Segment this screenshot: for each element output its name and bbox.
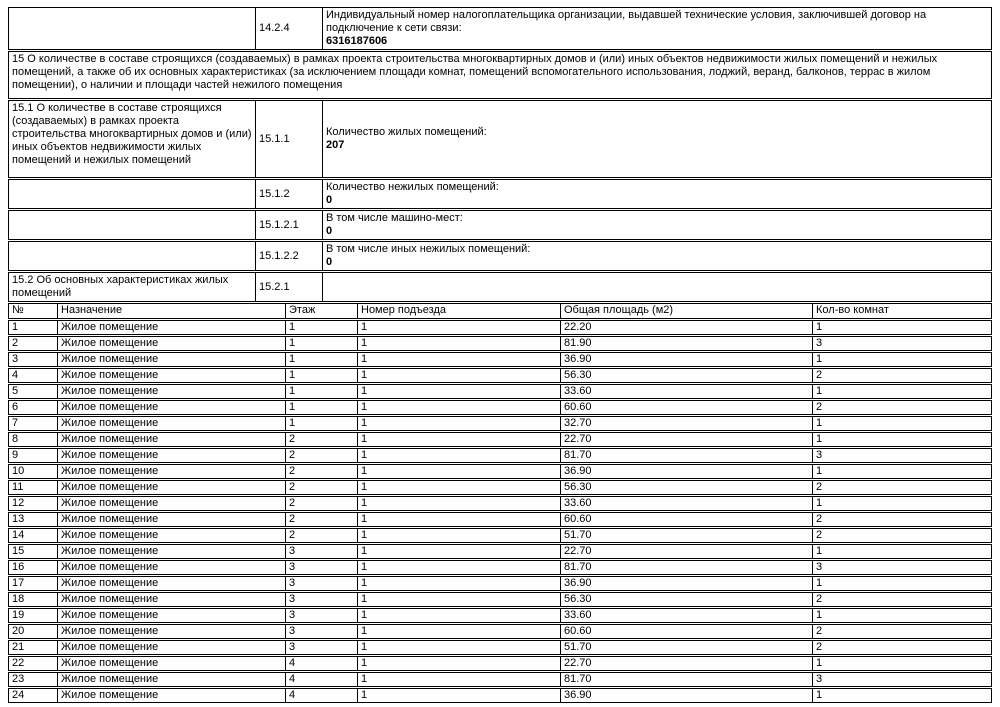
cell-purpose: Жилое помещение [58,593,286,606]
cell-floor: 2 [286,465,358,478]
cell-entrance: 1 [358,625,561,638]
row-topic-cell: 15.2 Об основных характеристиках жилых помещений [9,273,256,301]
cell-total-area: 56.30 [561,369,813,382]
cell-entrance: 1 [358,465,561,478]
row-field-label: Количество жилых помещений: [326,126,487,138]
cell-number: 17 [9,577,58,590]
cell-room-count: 1 [816,353,823,365]
declaration-info-row [8,179,992,209]
cell-total-area: 33.60 [561,497,813,510]
row-content-cell [323,211,991,239]
cell-number: 23 [9,673,58,686]
cell-purpose: Жилое помещение [58,401,286,414]
cell-purpose: Жилое помещение [58,529,286,542]
cell-entrance: 1 [358,577,561,590]
row-field-label: Индивидуальный номер налогоплательщика организации, выдавшей технические условия, заключившей договор на подключение к сети связи: [326,9,927,34]
cell-total-area: 32.70 [561,417,813,430]
cell-floor: 2 [286,513,358,526]
cell-entrance: 1 [358,673,561,686]
apartment-table-row [8,544,992,559]
cell-room-count: 2 [816,513,823,525]
cell-number: 5 [9,385,58,398]
cell-floor: 1 [286,417,358,430]
apartment-table-row [8,576,992,591]
apartment-table-row [8,528,992,543]
cell-purpose: Жилое помещение [58,369,286,382]
cell-room-count: 1 [816,417,823,429]
row-field-value: 6316187606 [326,35,388,47]
apartments-table [8,303,992,703]
cell-total-area: 22.70 [561,545,813,558]
cell-room-count: 2 [816,641,823,653]
cell-entrance: 1 [358,657,561,670]
row-topic-cell [9,211,256,239]
apartment-table-row [8,672,992,687]
cell-entrance: 1 [358,369,561,382]
cell-floor: 2 [286,449,358,462]
cell-number: 10 [9,465,58,478]
cell-entrance: 1 [358,609,561,622]
cell-floor: 1 [286,337,358,350]
apartment-table-row [8,688,992,703]
cell-number: 12 [9,497,58,510]
header-total-area: Общая площадь (м2) [561,304,813,318]
cell-room-count: 3 [816,337,823,349]
cell-entrance: 1 [358,401,561,414]
apartment-table-row [8,432,992,447]
cell-entrance: 1 [358,433,561,446]
cell-entrance: 1 [358,353,561,366]
row-code-cell: 15.1.2.1 [256,211,323,239]
cell-number: 8 [9,433,58,446]
cell-total-area: 36.90 [561,465,813,478]
row-field-label: Количество нежилых помещений: [326,181,499,193]
cell-purpose: Жилое помещение [58,321,286,334]
cell-entrance: 1 [358,481,561,494]
cell-number: 22 [9,657,58,670]
cell-total-area: 51.70 [561,641,813,654]
apartment-table-row [8,592,992,607]
cell-total-area: 36.90 [561,577,813,590]
row-topic-cell [9,242,256,270]
apartment-table-row [8,416,992,431]
cell-total-area: 81.70 [561,673,813,686]
cell-room-count: 1 [816,609,823,621]
cell-number: 13 [9,513,58,526]
header-number: № [9,304,58,318]
row-code-cell: 15.1.2 [256,180,323,208]
cell-entrance: 1 [358,529,561,542]
cell-purpose: Жилое помещение [58,353,286,366]
cell-entrance: 1 [358,417,561,430]
cell-total-area: 81.90 [561,337,813,350]
header-purpose: Назначение [58,304,286,318]
cell-purpose: Жилое помещение [58,673,286,686]
declaration-info-row [8,241,992,271]
cell-entrance: 1 [358,337,561,350]
cell-entrance: 1 [358,385,561,398]
declaration-section-heading: 15 О количестве в составе строящихся (создаваемых) в рамках проекта строительства многоквартирных домов и (или) иных объектов недвижимости жилых помещений и нежилых помещений, а также об их основных характеристиках (за исключением площади комнат, помещений вспомогательного использования, лоджий, веранд, балконов, террас в жилом помещении), о наличии и площади частей нежилого помещения [8,51,992,99]
apartment-table-row [8,448,992,463]
cell-total-area: 22.70 [561,433,813,446]
declaration-info-row [8,7,992,50]
row-field-value: 0 [326,256,333,268]
row-field-value: 0 [326,194,333,206]
cell-floor: 2 [286,433,358,446]
cell-room-count: 2 [816,593,823,605]
cell-purpose: Жилое помещение [58,577,286,590]
declaration-info-rows [8,7,992,302]
row-content-cell [323,180,991,208]
cell-purpose: Жилое помещение [58,449,286,462]
cell-floor: 3 [286,625,358,638]
cell-total-area: 36.90 [561,689,813,702]
cell-floor: 4 [286,689,358,702]
header-floor: Этаж [286,304,358,318]
cell-entrance: 1 [358,593,561,606]
row-content-cell [323,242,991,270]
cell-total-area: 56.30 [561,593,813,606]
cell-entrance: 1 [358,689,561,702]
cell-total-area: 51.70 [561,529,813,542]
cell-purpose: Жилое помещение [58,385,286,398]
apartment-table-row [8,400,992,415]
cell-number: 14 [9,529,58,542]
cell-number: 16 [9,561,58,574]
cell-room-count: 2 [816,369,823,381]
apartment-table-row [8,656,992,671]
row-field-label: В том числе машино-мест: [326,212,463,224]
cell-total-area: 33.60 [561,609,813,622]
cell-floor: 2 [286,529,358,542]
cell-room-count: 1 [816,657,823,669]
cell-purpose: Жилое помещение [58,465,286,478]
apartment-table-row [8,384,992,399]
cell-floor: 4 [286,657,358,670]
cell-number: 9 [9,449,58,462]
cell-number: 11 [9,481,58,494]
apartment-table-row [8,352,992,367]
cell-total-area: 56.30 [561,481,813,494]
cell-number: 18 [9,593,58,606]
cell-room-count: 3 [816,673,823,685]
row-topic-cell [9,8,256,49]
cell-entrance: 1 [358,545,561,558]
cell-number: 3 [9,353,58,366]
cell-number: 20 [9,625,58,638]
cell-total-area: 36.90 [561,353,813,366]
cell-room-count: 2 [816,529,823,541]
apartments-table-header-row [8,303,992,319]
cell-room-count: 3 [816,561,823,573]
cell-number: 19 [9,609,58,622]
cell-purpose: Жилое помещение [58,657,286,670]
cell-purpose: Жилое помещение [58,561,286,574]
apartment-table-row [8,512,992,527]
cell-entrance: 1 [358,497,561,510]
cell-number: 21 [9,641,58,654]
cell-purpose: Жилое помещение [58,337,286,350]
cell-purpose: Жилое помещение [58,513,286,526]
apartment-table-row [8,624,992,639]
cell-number: 2 [9,337,58,350]
cell-total-area: 81.70 [561,561,813,574]
row-code-cell: 15.2.1 [256,273,323,301]
apartment-table-row [8,560,992,575]
apartment-table-row [8,640,992,655]
cell-floor: 1 [286,321,358,334]
apartment-table-row [8,480,992,495]
cell-entrance: 1 [358,513,561,526]
cell-number: 24 [9,689,58,702]
cell-floor: 3 [286,593,358,606]
cell-room-count: 1 [816,385,823,397]
row-field-value: 0 [326,225,333,237]
cell-total-area: 60.60 [561,513,813,526]
cell-floor: 3 [286,641,358,654]
row-code-cell: 14.2.4 [256,8,323,49]
cell-floor: 2 [286,481,358,494]
row-content-cell [323,8,991,49]
cell-entrance: 1 [358,561,561,574]
declaration-info-row [8,272,992,302]
row-topic-cell: 15.1 О количестве в составе строящихся (создаваемых) в рамках проекта строительства многоквартирных домов и (или) иных объектов недвижимости жилых помещений и нежилых помещений [9,101,256,177]
declaration-info-row [8,100,992,178]
cell-number: 15 [9,545,58,558]
cell-number: 1 [9,321,58,334]
cell-entrance: 1 [358,449,561,462]
cell-floor: 3 [286,577,358,590]
cell-number: 7 [9,417,58,430]
row-topic-cell [9,180,256,208]
cell-purpose: Жилое помещение [58,545,286,558]
cell-room-count: 1 [816,433,823,445]
cell-number: 4 [9,369,58,382]
cell-entrance: 1 [358,641,561,654]
cell-purpose: Жилое помещение [58,609,286,622]
row-field-label: В том числе иных нежилых помещений: [326,243,531,255]
cell-room-count: 1 [816,465,823,477]
declaration-info-row [8,210,992,240]
row-field-value: 207 [326,139,345,151]
cell-floor: 3 [286,545,358,558]
project-declaration-page [8,7,992,704]
cell-floor: 1 [286,385,358,398]
cell-room-count: 1 [816,689,823,701]
apartment-table-row [8,320,992,335]
cell-floor: 1 [286,401,358,414]
header-room-count: Кол-во комнат [816,304,889,316]
cell-room-count: 2 [816,625,823,637]
cell-room-count: 2 [816,401,823,413]
cell-room-count: 2 [816,481,823,493]
row-content-cell [323,101,991,177]
row-code-cell: 15.1.1 [256,101,323,177]
cell-purpose: Жилое помещение [58,689,286,702]
cell-purpose: Жилое помещение [58,497,286,510]
cell-entrance: 1 [358,321,561,334]
apartment-table-row [8,464,992,479]
cell-floor: 1 [286,369,358,382]
header-entrance: Номер подъезда [358,304,561,318]
cell-floor: 1 [286,353,358,366]
cell-room-count: 1 [816,321,823,333]
cell-total-area: 33.60 [561,385,813,398]
apartment-table-row [8,496,992,511]
cell-floor: 3 [286,561,358,574]
apartment-table-row [8,336,992,351]
cell-floor: 3 [286,609,358,622]
cell-purpose: Жилое помещение [58,417,286,430]
cell-floor: 4 [286,673,358,686]
cell-number: 6 [9,401,58,414]
cell-room-count: 1 [816,497,823,509]
cell-total-area: 81.70 [561,449,813,462]
cell-room-count: 1 [816,545,823,557]
cell-total-area: 60.60 [561,625,813,638]
cell-room-count: 3 [816,449,823,461]
apartment-table-row [8,368,992,383]
cell-total-area: 22.20 [561,321,813,334]
cell-total-area: 22.70 [561,657,813,670]
cell-purpose: Жилое помещение [58,433,286,446]
cell-total-area: 60.60 [561,401,813,414]
cell-purpose: Жилое помещение [58,641,286,654]
apartment-table-row [8,608,992,623]
cell-purpose: Жилое помещение [58,625,286,638]
row-content-cell [323,273,991,301]
cell-purpose: Жилое помещение [58,481,286,494]
cell-room-count: 1 [816,577,823,589]
row-code-cell: 15.1.2.2 [256,242,323,270]
cell-floor: 2 [286,497,358,510]
